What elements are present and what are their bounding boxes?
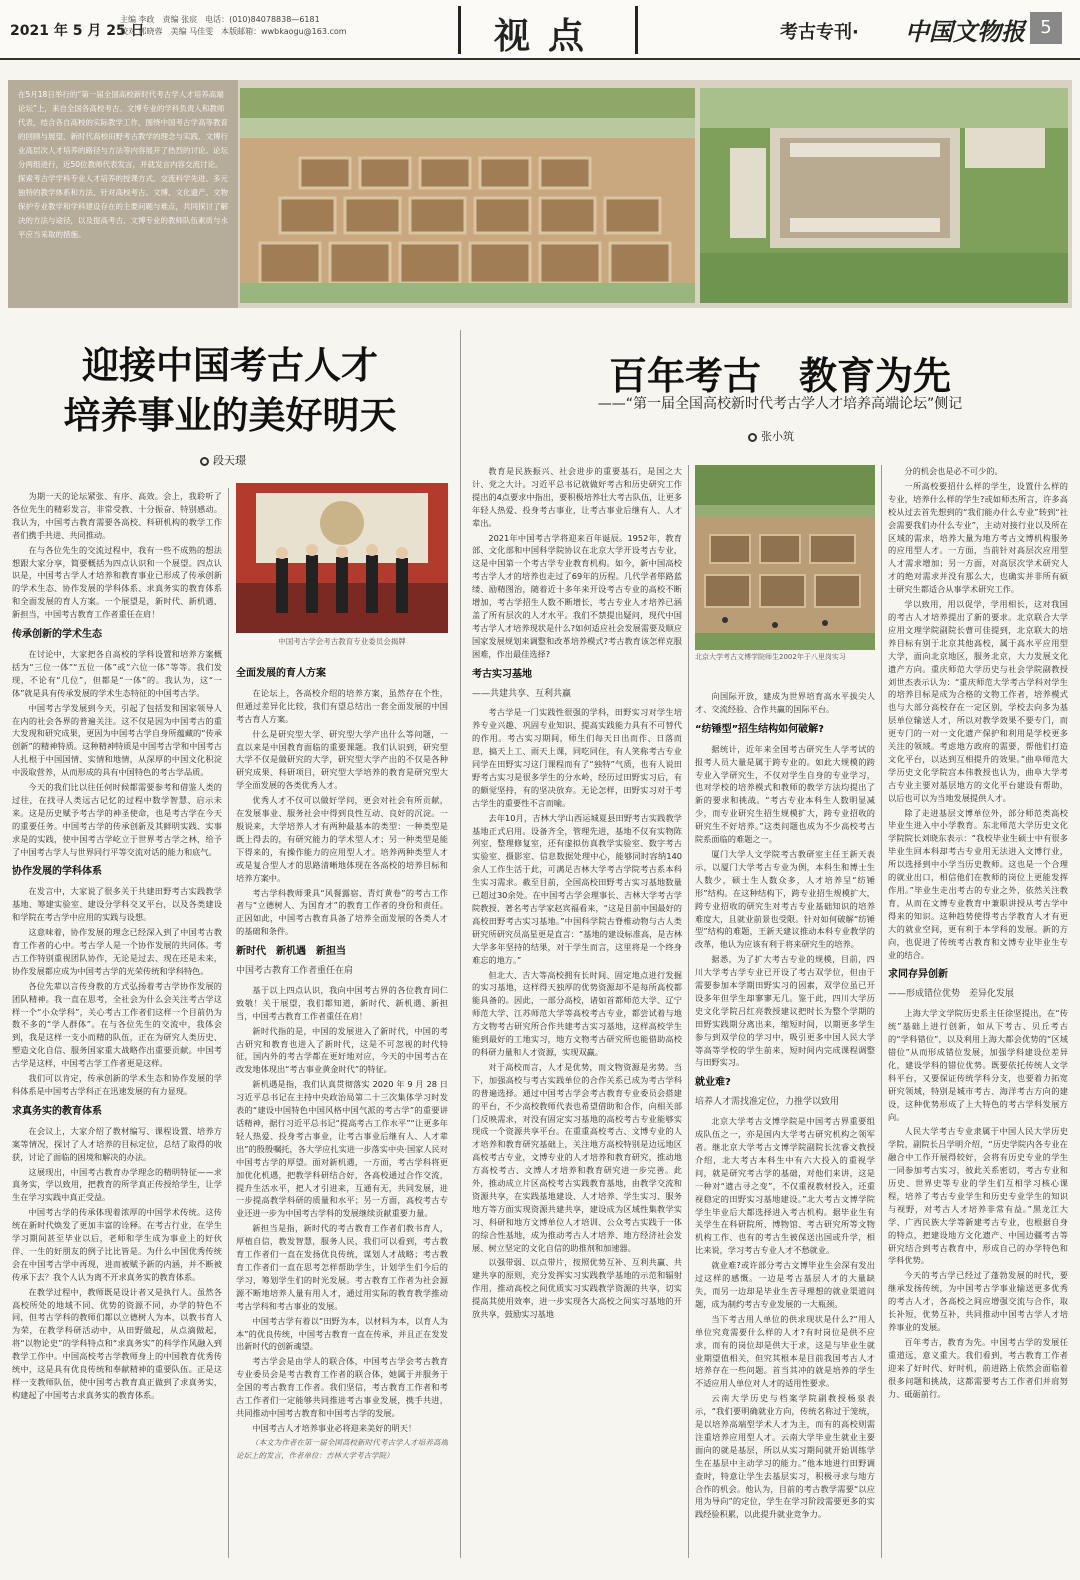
staff-line-2: 校对 郭晓蓉 美编 马佳雯 本版邮箱：wwbkaogu@163.com: [120, 27, 347, 36]
paragraph: 上海大学文学院历史系主任徐坚提出，在“传统”基础上进行创新，如从下考古、贝丘考古的“学科错位”，以及利用上海大都会优势的“区域错位”从而形成错位发展，加强学科建设位差异化，建设学科的错位优势。既要依托传统人文学科平台，又要保证传统学科分支，也要着力拓宽研究领域，特别是城市考古、海洋考古方向的建设，这种优势形成了上大特色的考古学科发展方向。: [888, 1008, 1068, 1122]
paragraph: 这展现出，中国考古教育办学理念的精明特征——求真务实，学以致用，把教育的所学真正传授给学生，让学生在学习实践中真正受益。: [12, 1166, 222, 1203]
right-author: 张小筑: [761, 430, 794, 443]
paragraph: 学以致用，用以促学，学用相长，这对我国的考古人才培养提出了新的要求。北京联合大学应用文理学院副院长曹可佳提到，北京联大的培养目标有别于北京其他高校，属于高水平应用型大学，面向北京地区，服务北京，大力发展文化遗产方向。重庆师范大学历史与社会学院副教授刘世杰表示认为：“重庆师范大学考古学科对学生的培养目标是成为合格的文物工作者，培养模式也与大部分高校存在一定区别，学校去向多为基层单位输送人才，所以对教学效果不要专门，而更专门的一对一文化遗产保护和利用是学校更多关注的领域。考虑地方政府的需要，帮他们打造文化平台，以达到互相提升的效果。”曲阜师范大学历史文化学院宫本伟教授也认为，曲阜大学考古专业主要对基层地方的文化平台建设有帮助，以后也可以为当地发展提供人才。: [888, 599, 1068, 803]
right-article-subtitle: ——“第一届全国高校新时代考古学人才培养高端论坛”侧记: [597, 396, 963, 412]
field-practice-photo: [695, 465, 875, 650]
paragraph: 在与各位先生的交流过程中，我有一些不成熟的想法想跟大家分享，简要概括为四点认识和一个展望。四点认识是，中国考古学人才培养和教育事业已形成了传承创新的学术生态、协作发展的学科体系、求真务实的教育体系和全面发展的育人方案。一个展望是，新时代、新机遇、新担当，中国考古教育工作者重任在肩！: [12, 544, 222, 620]
paragraph: 云南大学历史与档案学院副教授杨泉表示，“我们要明确就业方向，传统名称过于笼统，是以培养高端型学术人才为主，而有的高校则需注重培养应用型人才。云南大学毕业生就业主要面向的就是基层，所以从实习期间就开始训练学生在基层中主动学习的能力。”他本地进行田野调查时，特意让学生去基层实习，积极寻求与地方合作的机会。他认为，目前的考古教学需要“以应用为导向”的定位，学生在学习阶段需要更多的实践经验积累，以此提升就业竞争力。: [695, 1393, 875, 1520]
section-subheading: ——形成错位优势 差异化发展: [888, 989, 1015, 1000]
paragraph: 考古学会是由学人的联合体，中国考古学会考古教育专业委员会是考古教育工作者的联合体，她属于并服务于全国的考古教育工作者。我们坚信，考古教育工作者和考古工作者们一定能够共同推进考古事业发展，携手共进，共同推动中国考古教育和中国考古学的发展。: [236, 1356, 448, 1418]
paragraph: 以强带弱、以点带片，按照优势互补、互利共赢、共建共享的原则，充分发挥实习实践教学基地的示范和辐射作用，推动高校之间优质实习实践教学资源的共享，切实提高其使用效率，进一步实现各大高校之间实习基地的开放共享，鼓励实习基地: [472, 1257, 682, 1320]
paragraph: 教育是民族振兴、社会进步的重要基石，是国之大计、党之大计。习近平总书记就做好考古和历史研究工作提出的4点要求中指出，要积极培养壮大考古队伍，让更多年轻人热爱、投身考古事业，让考古事业后继有人、人才辈出。: [472, 466, 682, 528]
paragraph: 在教学过程中，教师既是设计者又是执行人。虽然各高校所处的地域不同、优势的资源不同，办学的特色不同，但考古学科的教师们都以立德树人为本，以教书育人为荣，在教学科研活动中，从田野做起，从点滴做起，将“以物论史”的学科特点和“求真务实”的科学作风融入到教学工作中。中国高校考古学教师身上的中国教育优秀传统中，这是具有优良传统和奉献精神的重要队伍。正是这样一支教师队伍，使中国考古教育真正做到了求真务实，构建起了中国考古求真务实的教育体系。: [12, 1286, 222, 1400]
paragraph: 这意味着，协作发展的理念已经深入到了中国考古教育工作者的心中。考古学人是一个协作发展的共同体。考古工作特别重视团队协作，无论是过去、现在还是未来，协作发展都应成为中国考古学的光荣传统和学科特色。: [12, 927, 222, 976]
paragraph: 2021年中国考古学将迎来百年诞辰。1952年，教育部、文化部和中国科学院协议在北京大学开设考古专业，这是中国第一个考古学专业教育机构。如今，新中国高校考古学人才的培养也走过了69年的历程。几代学者筚路蓝缕、励精图治，随着近十多年来开设考古专业的高校不断增加，考古学招生人数不断增长，考古专业人才培养已涵盖了所有层次的人才水平。我们不禁提出疑问，现代中国考古学人才培养现状是什么?如何适应社会发展需要及顺应国家发展规划来调整和改革培养模式?考古教育该怎样克服困难，作出最佳选择?: [472, 532, 682, 659]
byline-dot-icon: [200, 457, 209, 466]
masthead: [0, 0, 1080, 60]
paragraph: 对于高校而言，人才是优势，而文物资源是劣势。当下，加强高校与考古实践单位的合作关系已成为考古学科的普遍选择。通过中国考古学会考古教育专业委员会搭建的平台，不少高校教师代表也希望借助和合作，向相关部门反映需求，对没有固定实习基地的高校考古专业能够实现成一个资源共享平台。在重重高校考古、文博专业的人才培养和教育研究基础上，关注地方高校特别是边远地区高校考古专业，文博专业的人才培养和教育研究，推动地方高校考古、文博人才培养和教育研究进一步完善。此外，推动成立片区高校考古实践教育基地，由教学交流和资源共享，在实践基地建设、人才培养、学生实习、服务地方等方面实现资源共建共享，建设成为区域性集教学实习、科研和地方文博单位人才培训、公众考古实践于一体的综合性基地，成为推动考古人才培养、地方经济社会发展、树立坚定的文化自信的助推剂和加速器。: [472, 1061, 682, 1253]
left-article-column-2: [236, 660, 448, 1555]
paragraph: 人民大学考古专业隶属于中国人民大学历史学院，副院长吕学明介绍，“历史学院内各专业在融合中工作开展得较好，会将有历史专业的学生一同参加考古实习，彼此关系密切，考古专业和历史、世界史等专业的学生们互相学习核心课程，培养了考古专业学生和历史专业学生的知识与视野，对考古人才培养非常有益。”黑龙江大学、广西民族大学等新建考古专业，也根据自身的特点，把建设地方文化遗产、中国边疆考古等研究结合到考古教育中，形成自己的办学特色和学科优势。: [888, 1126, 1068, 1266]
field-practice-photo-caption: 北京大学考古文博学院师生2002年于八里岗实习: [695, 653, 846, 661]
paragraph: 中国考古学发展到今天，引起了包括发和国家领导人在内的社会各界的普遍关注。这不仅是因为中国考古的重大发现和研究成果，更因为中国考古学自身所蕴藏的“传承创新”的精神特质。这种精神特质是中国考古学和中国考古人扎根于中国国情、实情和地情，从深厚的中国文化积淀中汲取营养，从而形成的具有中国特色的考古学品质。: [12, 702, 222, 778]
author-note: （本文为作者在第一届全国高校新时代考古学人才培养高端论坛上的发言，作者单位：吉林大学考古学院）: [236, 1437, 448, 1460]
left-byline: [200, 452, 246, 468]
left-headline-line-2: 培养事业的美好明天: [63, 393, 397, 437]
paragraph: 分的机会也是必不可少的。: [904, 466, 1003, 476]
paragraph: 新时代指的是，中国的发展进入了新时代，中国的考古研究和教育也进入了新时代，这是不可忽视的时代特征，国内外的考古学都在更好地对应，今天的中国考古在改发地体现出“考古事业黄金时代”的特征。: [236, 1025, 448, 1075]
section-heading: 协作发展的学科体系: [12, 866, 102, 878]
paragraph: 百年考古，教育为先。中国考古学的发展任重道远，意义重大。我们看到，考古教育工作者迎来了好时代、好时机，前进路上依然会面临着很多问题和挑战，这都需要考古工作者们并肩努力、砥砺前行。: [888, 1336, 1068, 1399]
section-title: 视点: [493, 15, 602, 57]
photo-caption-box: [8, 80, 238, 308]
photo-caption: 在5月18日举行的“第一届全国高校新时代考古学人才培养高端论坛”上，来自全国各高校考古、文博专业的学科负责人和教师代表，结合各自高校的实际教学工作，围绕中国考古学高等教育的回顾与展望、新时代高校田野考古教学的理念与实践、文博行业高层次人才培养的路径与方法等内容展开了热烈的讨论。论坛分两组进行，近50位教师代表发言，并就发言内容交流讨论。探索考古学学科专业人才培养的授课方式、交流科学先进、多元独特的教学体系和方法、针对高校考古、文博、文化遗产、文物保护专业教学和学科建设存在的主要问题与难点，共同探讨了解决的方法与途径，以及提高考古、文博专业的教师队伍素质与水平应当采取的措施。: [18, 90, 228, 239]
paragraph: 在讨论中，大家把各自高校的学科设置和培养方案概括为“三位一体”“五位一体”或“六位一体”等等。我们发现，不论有“几位”，但都是“一体”的。我认为，这“一体”就是具有传承发展的学术生态特征的中国考古学。: [12, 648, 222, 698]
paragraph: 今天的考古学已经过了蓬勃发展的时代，要继承发扬传统，为中国考古学事业输送更多优秀的考古人才，各高校之间应增强交流与合作，取长补短，优势互补，共同推动中国考古学人才培养事业的发展。: [888, 1270, 1068, 1332]
base-building-photo: [700, 88, 1068, 303]
section-heading: 考古实习基地: [472, 668, 532, 680]
issue-date: 2021 年 5 月 25 日: [10, 23, 145, 39]
paragraph: 中国考古学的传承体现着浓厚的中国学术传统。这传统在新时代焕发了更加丰富的诠释。在考古行业，在学生学习期间甚至毕业以后，老师和学生成为事业上的好伙伴、一生的好朋友的例子比比皆是。为什么中国优秀传统会在中国考古学中再现，进而被赋予新的内涵，并不断被传承下去？我个人认为离不开求真务实的教育体系。: [12, 1207, 222, 1282]
right-byline: [748, 428, 794, 444]
article-divider: [460, 330, 461, 1558]
left-headline-line-1: 迎接中国考古人才: [82, 343, 378, 387]
right-article-column-1: [472, 465, 682, 1555]
paragraph: 今天的我们比以往任何时候都需要参考和借鉴人类的过往，在找寻人类远古记忆的过程中数学智慧、启示未来。这是历史赋予考古学的神圣使命，也是考古学在今天的重要任务。中国考古学的传承创新及其鲜明实践、实事求是的实践，使中国考古学屹立于世界考古学之林，给予了中国考古学人与世界同行平等交流对话的能力和底气。: [12, 782, 222, 857]
paragraph: 各位先辈以言传身教的方式弘扬着考古学协作发展的团队精神。我一直在思考，全社会为什么会关注考古学这样一个“小众学科”，关心考古工作者们这样一个目前仍为数不多的“学人群体”。在与各位先生的交流中，我体会到，我是这样一支小而精的队伍，正在为研究人类历史、塑造文化自信、服务国家重大战略作出重要贡献。中国考古学是这样，中国考古学工作者更是这样。: [12, 980, 222, 1069]
column-divider: [688, 465, 689, 1558]
ceremony-photo: [236, 483, 448, 633]
section-box: [458, 6, 638, 57]
paragraph: 就业难?或许部分考古文博毕业生会深有发出过这样的感慨。一边是考古基层人才的大量缺失，而另一边却是毕业生苦寻理想的就业渠道问题，成为制约考古专业发展的一大瓶颈。: [695, 1260, 875, 1309]
paragraph: 据悉，为了扩大考古专业的规模，目前，四川大学考古学专业已开设了考古双学位，但由于需要参加本学期田野实习的因素，双学位虽已开设多年但学生却寥寥无几。鉴于此，四川大学历史文化学院吕红亮教授建议把时长为整个学期的田野实践期分离出来，缩短时间，以期更多学生参与到双学位的学习中，吸引更多中国人民大学等高等学校的学生前来，短时间内完成课程调整与田野实习。: [695, 954, 875, 1068]
right-article-column-2: [695, 690, 875, 1555]
section-subheading: ——共建共享、互利共赢: [472, 688, 572, 699]
byline-dot-icon: [748, 433, 757, 442]
left-article-headline: [20, 340, 440, 440]
paragraph: 考古学是一门实践性很强的学科，田野实习对学生培养专业兴趣、巩固专业知识、提高实践能力具有不可替代的作用。考古实习期间，师生们每天日出而作、日落而息，搞天上工、雨天上课，同吃同住，有人笑称考古专业同学在田野实习这门课程而有了“独特”气质，也有人说田野考古实习是很多学生的分水岭，经历过田野实习后，有的颇觉坚持，有的坚决放弃。无论怎样，田野实习对于考古学生的重要性不言而喻。: [472, 707, 682, 808]
column-divider: [228, 488, 229, 1558]
paragraph: 在发言中，大家说了很多关于共建田野考古实践教学基地、筹建实验室、建设分学科交叉平台，以及各类建设和学院在考古学中应用的实践与设想。: [12, 886, 222, 923]
paragraph: 中国考古学有着以“田野为本，以材料为本，以育人为本”的优良传统，中国考古教育一直在传承，并且正在发发出新时代的创新魂望。: [236, 1315, 448, 1352]
left-author: 段天璟: [213, 454, 246, 467]
column-divider: [881, 465, 882, 1558]
paragraph: 当下考古用人单位的供求现状是什么?“用人单位究竟需要什么样的人才?有时岗位是供不应求，而有的岗位却是供大于求，这是与毕业生就业期望值相关，但究其根本是目前我国考古人才培养存在一些问题。首当其冲的就是培养的学生不适应用人单位对人才的适用性要求。: [695, 1313, 875, 1389]
paragraph: 向国际开放，建成为世界培育高水平拔尖人才、交流经验、合作共赢的国际平台。: [695, 691, 875, 714]
section-subheading: 培养人才需找准定位，力推学以致用: [695, 1097, 840, 1108]
right-article-column-3: [888, 465, 1068, 1555]
paragraph: 据统计，近年来全国考古研究生人学考试的报考人员大量是属于跨专业的。如此大规模的跨专业入学研究生，不仅对学生自身的专业学习，也对学校的培养模式和教师的教学方法均提出了新的要求和挑战。“考古专业本科生人数明显减少，而专业研究生招生规模扩大，跨专业招收的研究生不好培养。”这类问题也成为不少高校考古院系面临的难题之一。: [695, 743, 875, 845]
paragraph: 在论坛上，各高校介绍的培养方案，虽然存在个性，但通过差异化比较，我们有望总结出一套全面发展的中国考古育人方案。: [236, 687, 448, 724]
paragraph: 我们可以肯定，传承创新的学术生态和协作发展的学科体系是中国考古学科正在迅速发展的有力显现。: [12, 1073, 222, 1096]
right-article-headline: 百年考古 教育为先: [608, 353, 951, 398]
paragraph: 为期一天的论坛紧张、有序、高效。会上，我聆听了各位先生的精彩发言，非常受教、十分振奋、特别感动。我认为，中国考古教育需要各高校、科研机构的教学工作者们携手共进、共同推动。: [12, 491, 222, 540]
paragraph: 北京大学考古文博学院是中国考古界重要组成队伍之一，亦是国内大学考古研究机构之领军者。继北京大学考古文博学院副院长沈睿文教授介绍，北大考古本科生中有六大投入的重视学问，就是研究考古学的基础，对他们来讲，这是一种对“遗古寻之变”，不仅重视教材投入，还重视稳定的田野实习基地建设。”北大考古文博学院学生毕业后大都选择进入考古机构。据毕业生有关学生在科研院所、博物馆、考古研究所等文物机构工作、也有的考古生被保送出国或升学，相比来说，学习考古专业人才不愁就业。: [695, 1116, 875, 1256]
paragraph: 优秀人才不仅可以做好学问，更会对社会有所贡献，在发展事业、服务社会中得到良性互动、良好的沉淀。一般说来，大学培养人才有两种最基本的类型：一种类型是既上得去的，有研究能力的学术型人才；另一种类型是能下得来的，有操作能力的应用型人才。培养两种类型人才或是复合型人才的思路清晰地体现在各高校的培养目标和培养方案中。: [236, 795, 448, 883]
staff-credits: [120, 14, 347, 38]
top-photo-strip: [8, 80, 1072, 308]
excavation-site-photo: [240, 88, 695, 303]
paragraph: 基于以上四点认识，我向中国考古界的各位教育同仁致敬！关于展望，我们都知道，新时代、新机遇、新担当，中国考古教育工作者重任在肩！: [236, 984, 448, 1021]
left-article-column-1: [12, 490, 222, 1550]
paragraph: 新机遇是指，我们认真贯彻落实 2020 年 9 月 28 日习近平总书记在主持中央政治局第二十三次集体学习时发表的“建设中国特色中国风格中国气派的考古学”的重要讲话精神，据行习近平总书记“提高考古工作水平”“让更多年轻人热爱、投身考古事业，让考古事业后继有人、人才辈出”的殷殷嘱托，各大学应扎实进一步落实中央·国家人民对中国考古学的厚望。面对新机遇，一方面，考古学科将更加优化机遇，把教学科研结合好，各高校通过合作交流，提升生活水平，把人才引进来，互通有无，共同发展，进一步提高教学科研的质量和水平；另一方面，高校考古专业还进一步为中国考古学科的发展继续贡献重要力量。: [236, 1079, 448, 1219]
section-heading: 新时代 新机遇 新担当: [236, 946, 346, 958]
paragraph: 新担当是指，新时代的考古教育工作者们教书育人，厚植自信，教发智慧，服务人民，我们可以看到，考古教育工作者们一直在发扬优良传统，谋划人才战略；考古教育工作者们一直在思考怎样帮助学生，计划学生们今后的学习，筹划学生们的时光发展。考古教育工作者为社会源源不断地培养人量有用人才，通过用实际的教育教学推动考古学科和考古事业的发展。: [236, 1223, 448, 1311]
ceremony-photo-caption: 中国考古学会考古教育专业委员会揭牌: [278, 637, 406, 646]
section-subheading: 中国考古教育工作者重任在肩: [236, 966, 354, 977]
paragraph: 什么是研究型大学、研究型大学产出什么等问题，一直以来是中国教育面临的重要课题。我们认识到，研究型大学不仅是做研究的大学，研究型大学产出的不仅是各种研究成果、科研项目，研究型大学培养的教育是研究型大学全面发展的各类优秀人才。: [236, 728, 448, 791]
section-heading: 就业难?: [695, 1077, 731, 1089]
section-heading: 全面发展的育人方案: [236, 668, 326, 679]
paragraph: 除了走进基层文博单位外，部分师范类高校毕业生进入中小学教育。东北师范大学历史文化学院院长刘晓东表示：“我校毕业生硕士中有很多毕业生回本科却考古专业用无法进入文博行业，所以选择到中小学当历史教师。这也是一个合理的就业出口，相信他们在教师的岗位上更能发挥作用。”毕业生走出考古的专业之外，依然关注教育，从而在文博专业教育中兼职讲授从考古学中得来的知识。这种趋势使得考古学教育人才有更大的就业空间，更有利于本学科的发展。新的方向，也促进了传统考古教育和文博专业毕业生专业的结合。: [888, 807, 1068, 960]
newspaper-name: 中国文物报: [905, 17, 1025, 46]
section-heading: “纺锤型”招生结构如何破解?: [695, 723, 824, 735]
paragraph: 厦门大学人文学院考古教研室主任王新天表示，以厦门大学考古专业为例，本科生和博士生人数少，硕士生人数众多，人才培养呈“纺锤形”结构。在这种结构下，跨专业招生规模扩大，跨专业招收的研究生对考古专业基础知识的培养难度大，且就业前景也受限。针对如何破解“纺锤型”结构的难题，王新天建议推动本科专业教学的改革，他认为应该有利于将来研究生的培养。: [695, 848, 875, 950]
section-heading: 求真务实的教育体系: [12, 1105, 102, 1117]
paragraph: 中国考古人才培养事业必将迎来美好的明天！: [252, 1422, 417, 1433]
paragraph: 去年10月，吉林大学山西运城夏县田野考古实践教学基地正式启用。设备齐全，管理先进，基地不仅有实物陈列室、整理修复室，还有虚拟仿真教学实验室、数字考古实验室、摄影室、信息数据处理中心，能够同时容纳140余人工作生活于此，可满足吉林大学考古学院考古系本科生实习需求。截至目前，全国高校田野考古实习基地数量已超过30余处。在中国考古学会理事长、吉林大学考古学院教授、著名考古学家赵宾福看来，“这是目前中国最好的高校田野考古实习基地。”中国科学院古脊椎动物与古人类研究所研究员高星更是直言：“基地的建设标准高，是吉林大学多年坚持的结果，对于学生而言，这里将是一个终身难忘的地方。”: [472, 812, 682, 965]
paragraph: 在会议上，大家介绍了教材编写、课程设置、培养方案等情况，探讨了人才培养的目标定位，总结了取得的收获，讨论了面临的困境和解决的办法。: [12, 1125, 222, 1162]
paragraph: 但北大、吉大等高校拥有长时间、固定地点进行发掘的实习基地，这样得天独厚的优势资源却不是每所高校都能具备的。因此，一部分高校，诸如首都师范大学、辽宁师范大学、江苏师范大学等高校考古专业，都尝试着与地方文物考古研究所合作共建考古实习基地，这样高校学生能到最好的工地实习，地方文物考古研究所也能借助高校的科研力量和人才资源，实现双赢。: [472, 969, 682, 1057]
section-heading: 求同存异创新: [888, 969, 948, 981]
paragraph: 考古学科教师秉具“风餐露宿、青灯黄卷”的考古工作者与“立德树人、为国育才”的教育工作者的身份和责任。正因如此，中国考古教育具备了培养全面发展的各类人才的基础和条件。: [236, 887, 448, 937]
section-heading: 传承创新的学术生态: [12, 629, 102, 641]
paragraph: 一所高校要招什么样的学生，设置什么样的专业，培养什么样的学生?或如师杰所言，许多高校从过去首先想到的“我们能办什么专业”转到“社会需要我们办什么专业”，主动对接行业以及所在区域的需求，培养大量为地方考古文博机构服务的应用型人才。一方面，当前针对高层次应用型人才需求增加；另一方面，对高层次学术研究人才的绝对需求并没有那么大，也确实并非所有硕士研究生都适合从事学术研究工作。: [888, 480, 1068, 595]
special-edition-label: 考古专刊·: [780, 22, 859, 43]
staff-line-1: 主编 李政 责编 张宸 电话：(010)84078838—6181: [120, 15, 320, 24]
page-number: 5: [1030, 12, 1062, 44]
